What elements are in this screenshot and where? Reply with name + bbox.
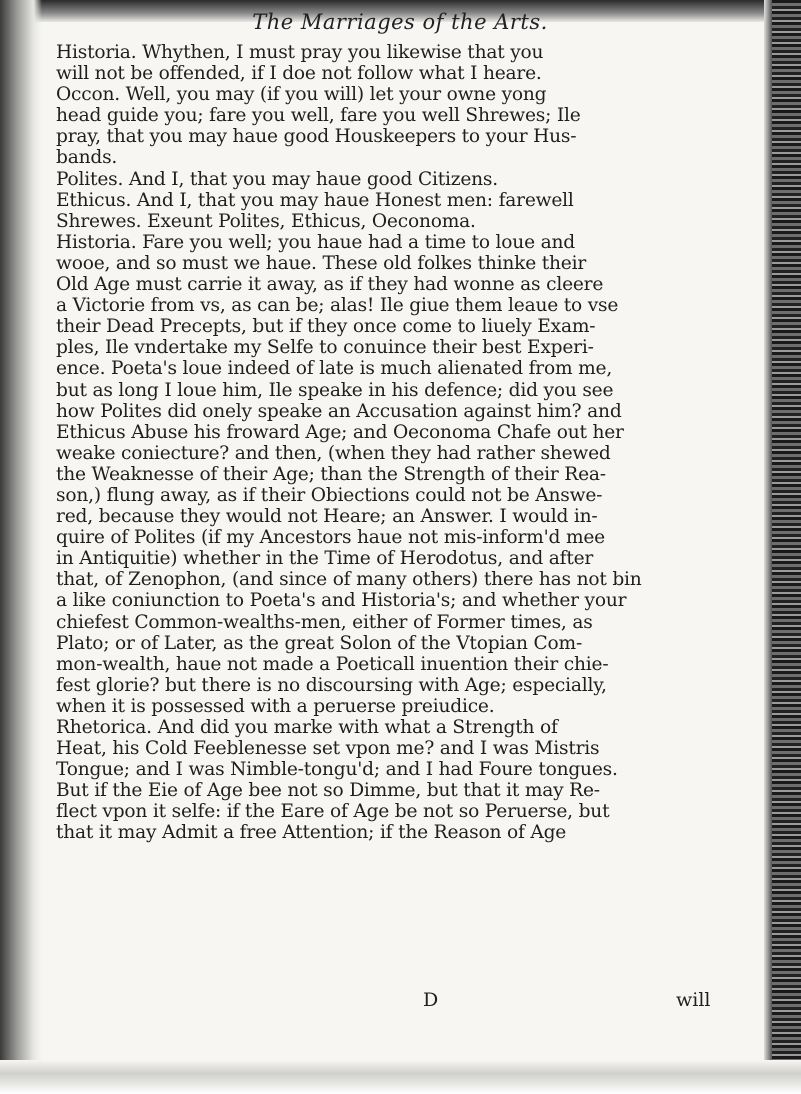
text-line: that it may Admit a free Attention; if the Reason of Age [56,822,567,844]
text-line: Heat, his Cold Feeblenesse set vpon me? and I was Mistris [56,738,600,760]
scan-bottom-edge [0,1060,801,1094]
scan-gutter-shadow [0,0,42,1094]
text-line: son,) flung away, as if their Obiections could not be Answe- [56,484,603,506]
text-line: ples, Ile vndertake my Selfe to conuince their best Experi- [56,337,594,359]
running-title: The Marriages of the Arts. [252,10,548,34]
catchword: will [676,989,711,1011]
text-line: their Dead Precepts, but if they once come to liuely Exam- [56,316,596,338]
text-line: flect vpon it selfe: if the Eare of Age be not so Peruerse, but [56,801,610,823]
text-line: head guide you; fare you well, fare you well Shrewes; Ile [56,105,581,127]
text-line: weake coniecture? and then, (when they had rather shewed [56,442,611,464]
text-line: will not be offended, if I doe not follow what I heare. [56,63,542,85]
text-line: bands. [56,147,118,169]
signature-mark: D [423,989,439,1011]
text-line: Ethicus. And I, that you may haue Honest men: farewell [56,189,574,211]
text-line: fest glorie? but there is no discoursing with Age; especially, [56,674,607,696]
text-line: a Victorie from vs, as can be; alas! Ile giue them leaue to vse [56,295,619,317]
text-line: but as long I loue him, Ile speake in his defence; did you see [56,379,614,401]
text-line: in Antiquitie) whether in the Time of Herodotus, and after [56,548,594,570]
text-line: Polites. And I, that you may haue good Citizens. [56,168,498,190]
text-line: Occon. Well, you may (if you will) let your owne yong [56,84,547,106]
text-line: chiefest Common-wealths-men, either of Former times, as [56,611,593,633]
scan-binding-edge [764,0,801,1094]
text-line: when it is possessed with a peruerse preiudice. [56,695,495,717]
text-line: But if the Eie of Age bee not so Dimme, but that it may Re- [56,780,600,802]
text-line: Historia. Whythen, I must pray you likewise that you [56,42,544,63]
text-line: Rhetorica. And did you marke with what a Strength of [56,717,558,738]
text-line: quire of Polites (if my Ancestors haue not mis-inform'd mee [56,527,605,549]
text-line: the Weaknesse of their Age; than the Strength of their Rea- [56,463,606,485]
text-line: red, because they would not Heare; an Answer. I would in- [56,506,598,528]
text-line: how Polites did onely speake an Accusation against him? and [56,400,622,422]
text-line: pray, that you may haue good Houskeepers to your Hus- [56,126,577,148]
text-line: Plato; or of Later, as the great Solon of the Vtopian Com- [56,632,583,654]
text-line: Old Age must carrie it away, as if they had wonne as cleere [56,274,604,296]
text-line: mon-wealth, haue not made a Poeticall inuention their chie- [56,653,609,675]
text-line: Ethicus Abuse his froward Age; and Oeconoma Chafe out her [56,421,624,443]
text-line: Tongue; and I was Nimble-tongu'd; and I had Foure tongues. [56,759,618,781]
text-line: Historia. Fare you well; you haue had a time to loue and [56,231,575,253]
text-line: ence. Poeta's loue indeed of late is much alienated from me, [56,358,613,380]
text-line: a like coniunction to Poeta's and Historia's; and whether your [56,590,627,612]
page-text [56,42,766,844]
text-line: Shrewes. Exeunt Polites, Ethicus, Oeconoma. [56,210,476,232]
text-line: that, of Zenophon, (and since of many others) there has not bin [56,569,642,591]
text-line: wooe, and so must we haue. These old folkes thinke their [56,252,587,274]
